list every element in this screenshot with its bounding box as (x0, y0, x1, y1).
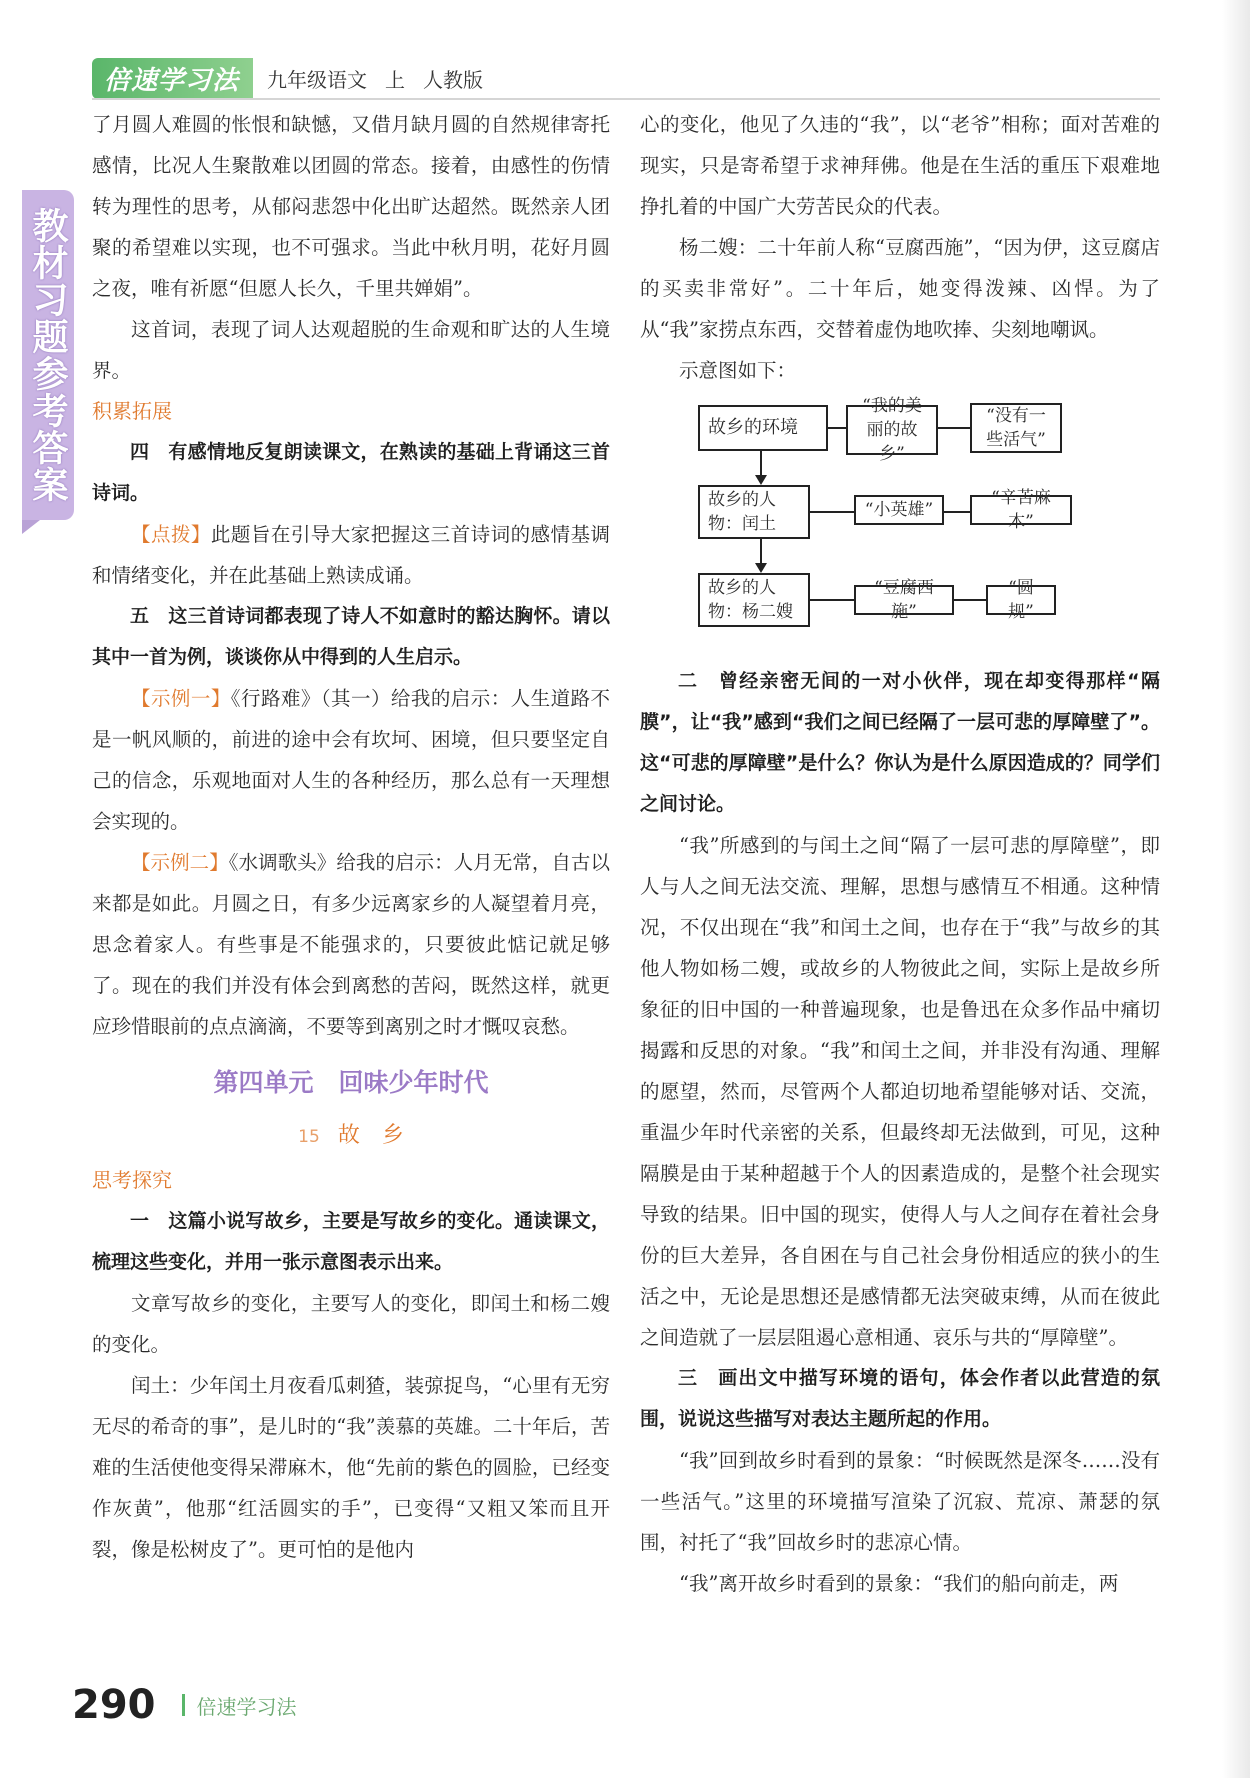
diagram-connector (810, 599, 854, 601)
lesson-number: 15 (298, 1127, 320, 1147)
example-2-tag: 【示例二】 (131, 851, 229, 874)
side-tab-label: 教材习题参考答案 (22, 190, 74, 520)
paragraph: “我”所感到的与闰土之间“隔了一层可悲的厚障壁”，即人与人之间无法交流、理解，思想与感情互不相通。这种情况，不仅出现在“我”和闰土之间，也存在于“我”与故乡的其他人物如杨二嫂，或故乡的人物彼此之间，实际上是故乡所象征的旧中国的一种普遍现象，也是鲁迅在众多作品中痛切揭露和反思的对象。“我”和闰土之间，并非没有沟通、理解的愿望，然而，尽管两个人都迫切地希望能够对话、交流，重温少年时代亲密的关系，但最终却无法做到，可见，这种隔膜是由于某种超越于个人的因素造成的，是整个社会现实导致的结果。旧中国的现实，使得人与人之间存在着社会身份的巨大差异，各自困在与自己社会身份相适应的狭小的生活之中，无论是思想还是感情都无法突破束缚，从而在彼此之间造就了一层层阻遏心意相通、哀乐与共的“厚障壁”。 (640, 834, 1160, 1349)
section-heading-accumulate: 积累拓展 (92, 399, 172, 423)
question-3: 三 画出文中描写环境的语句，体会作者以此营造的氛围，说说这些描写对表达主题所起的作用。 (640, 1367, 1160, 1430)
diagram-box-little-hero: “小英雄” (854, 495, 944, 525)
question-1: 一 这篇小说写故乡，主要是写故乡的变化。通读课文，梳理这些变化，并用一张示意图表示出来。 (92, 1210, 610, 1273)
question-4: 四 有感情地反复朗读课文，在熟读的基础上背诵这三首诗词。 (92, 441, 610, 504)
diagram-box-lifeless: “没有一些活气” (970, 403, 1062, 453)
diagram-box-numb: “辛苦麻木” (970, 495, 1072, 525)
diagram-box-environment: 故乡的环境 (698, 405, 828, 451)
example-1-tag: 【示例一】 (131, 687, 231, 710)
paragraph: “我”离开故乡时看到的景象：“我们的船向前走，两 (679, 1572, 1119, 1595)
example-2-text: 《水调歌头》给我的启示：人月无常，自古以来都是如此。月圆之日，有多少远离家乡的人凝望着月亮，思念着家人。有些事是不能强求的，只要彼此惦记就足够了。现在的我们并没有体会到离愁的苦闷，既然这样，就更应珍惜眼前的点点滴滴，不要等到离别之时才慨叹哀愁。 (92, 851, 610, 1038)
unit-title: 第四单元 回味少年时代 (213, 1068, 489, 1097)
diagram-connector (810, 511, 854, 513)
lesson-name: 故 乡 (337, 1123, 404, 1148)
example-2 (92, 842, 610, 1047)
page-edge-shadow (1222, 0, 1250, 1778)
diagram-arrow-line (760, 539, 762, 565)
diagram-box-compass: “圆规” (986, 585, 1056, 615)
diagram-box-tofu-beauty: “豆腐西施” (854, 585, 954, 615)
footer-brand: 倍速学习法 (196, 1694, 297, 1719)
section-heading-explore: 思考探究 (92, 1168, 172, 1192)
paragraph: 了月圆人难圆的怅恨和缺憾，又借月缺月圆的自然规律寄托感情，比况人生聚散难以团圆的常态。接着，由感性的伤情转为理性的思考，从郁闷悲怨中化出旷达超然。既然亲人团聚的希望难以实现，也不可强求。当此中秋月明，花好月圆之夜，唯有祈愿“但愿人长久，千里共婵娟”。 (92, 113, 610, 300)
change-diagram (640, 397, 1160, 657)
tip-text: 此题旨在引导大家把握这三首诗词的感情基调和情绪变化，并在此基础上熟读成诵。 (92, 523, 610, 587)
lesson-title (92, 1113, 610, 1160)
tip-tag: 【点拨】 (131, 523, 211, 546)
diagram-box-runtu: 故乡的人物：闰土 (698, 485, 810, 539)
paragraph: 闰土：少年闰土月夜看瓜刺猹，装弶捉鸟，“心里有无穷无尽的希奇的事”，是儿时的“我”羡慕的英雄。二十年后，苦难的生活使他变得呆滞麻木，他“先前的紫色的圆脸，已经变作灰黄”，他那“红活圆实的手”，已变得“又粗又笨而且开裂，像是松树皮了”。更可怕的是他内 (92, 1374, 610, 1561)
header-meta (267, 64, 483, 93)
side-tab-tail (22, 520, 40, 534)
page-number: 290 (72, 1682, 156, 1728)
diagram-connector (944, 511, 970, 513)
diagram-connector (954, 599, 986, 601)
diagram-arrow-head (755, 475, 767, 485)
paragraph: 文章写故乡的变化，主要写人的变化，即闰土和杨二嫂的变化。 (92, 1292, 610, 1356)
paragraph: 这首词，表现了词人达观超脱的生命观和旷达的人生境界。 (92, 318, 610, 382)
paragraph: 杨二嫂：二十年前人称“豆腐西施”，“因为伊，这豆腐店的买卖非常好”。二十年后，她变得泼辣、凶悍。为了从“我”家捞点东西，交替着虚伪地吹捧、尖刻地嘲讽。 (640, 236, 1160, 341)
footer-divider (182, 1694, 185, 1716)
diagram-intro: 示意图如下： (679, 359, 797, 382)
example-1-text: 《行路难》（其一）给我的启示：人生道路不是一帆风顺的，前进的途中会有坎坷、困境，但只要坚定自己的信念，乐观地面对人生的各种经历，那么总有一天理想会实现的。 (92, 687, 610, 833)
diagram-arrow-head (755, 563, 767, 573)
tip-answer (92, 514, 610, 596)
question-2: 二 曾经亲密无间的一对小伙伴，现在却变得那样“隔膜”，让“我”感到“我们之间已经隔了一层可悲的厚障壁了”。这“可悲的厚障壁”是什么？你认为是什么原因造成的？同学们之间讨论。 (640, 670, 1160, 815)
header-grade-subject: 九年级语文 (267, 67, 368, 92)
brand-logo: 倍速学习法 (92, 58, 253, 99)
diagram-connector (828, 427, 846, 429)
diagram-box-yang-ersao: 故乡的人物：杨二嫂 (698, 573, 810, 627)
header-edition: 人教版 (423, 67, 484, 92)
example-1 (92, 678, 610, 842)
paragraph: 心的变化，他见了久违的“我”，以“老爷”相称；面对苦难的现实，只是寄希望于求神拜佛。他是在生活的重压下艰难地挣扎着的中国广大劳苦民众的代表。 (640, 113, 1160, 218)
diagram-connector (938, 427, 970, 429)
paragraph: “我”回到故乡时看到的景象：“时候既然是深冬……没有一些活气。”这里的环境描写渲染了沉寂、荒凉、萧瑟的氛围，衬托了“我”回故乡时的悲凉心情。 (640, 1449, 1160, 1554)
right-column (640, 104, 1160, 1604)
diagram-box-beautiful-hometown: “我的美丽的故乡” (846, 405, 938, 455)
left-column (92, 104, 610, 1570)
header-volume: 上 (385, 67, 406, 92)
diagram-arrow-line (760, 451, 762, 477)
header-divider (92, 98, 1160, 100)
question-5: 五 这三首诗词都表现了诗人不如意时的豁达胸怀。请以其中一首为例，谈谈你从中得到的人生启示。 (92, 605, 610, 668)
page-footer (72, 1682, 297, 1728)
page-header (92, 58, 483, 98)
